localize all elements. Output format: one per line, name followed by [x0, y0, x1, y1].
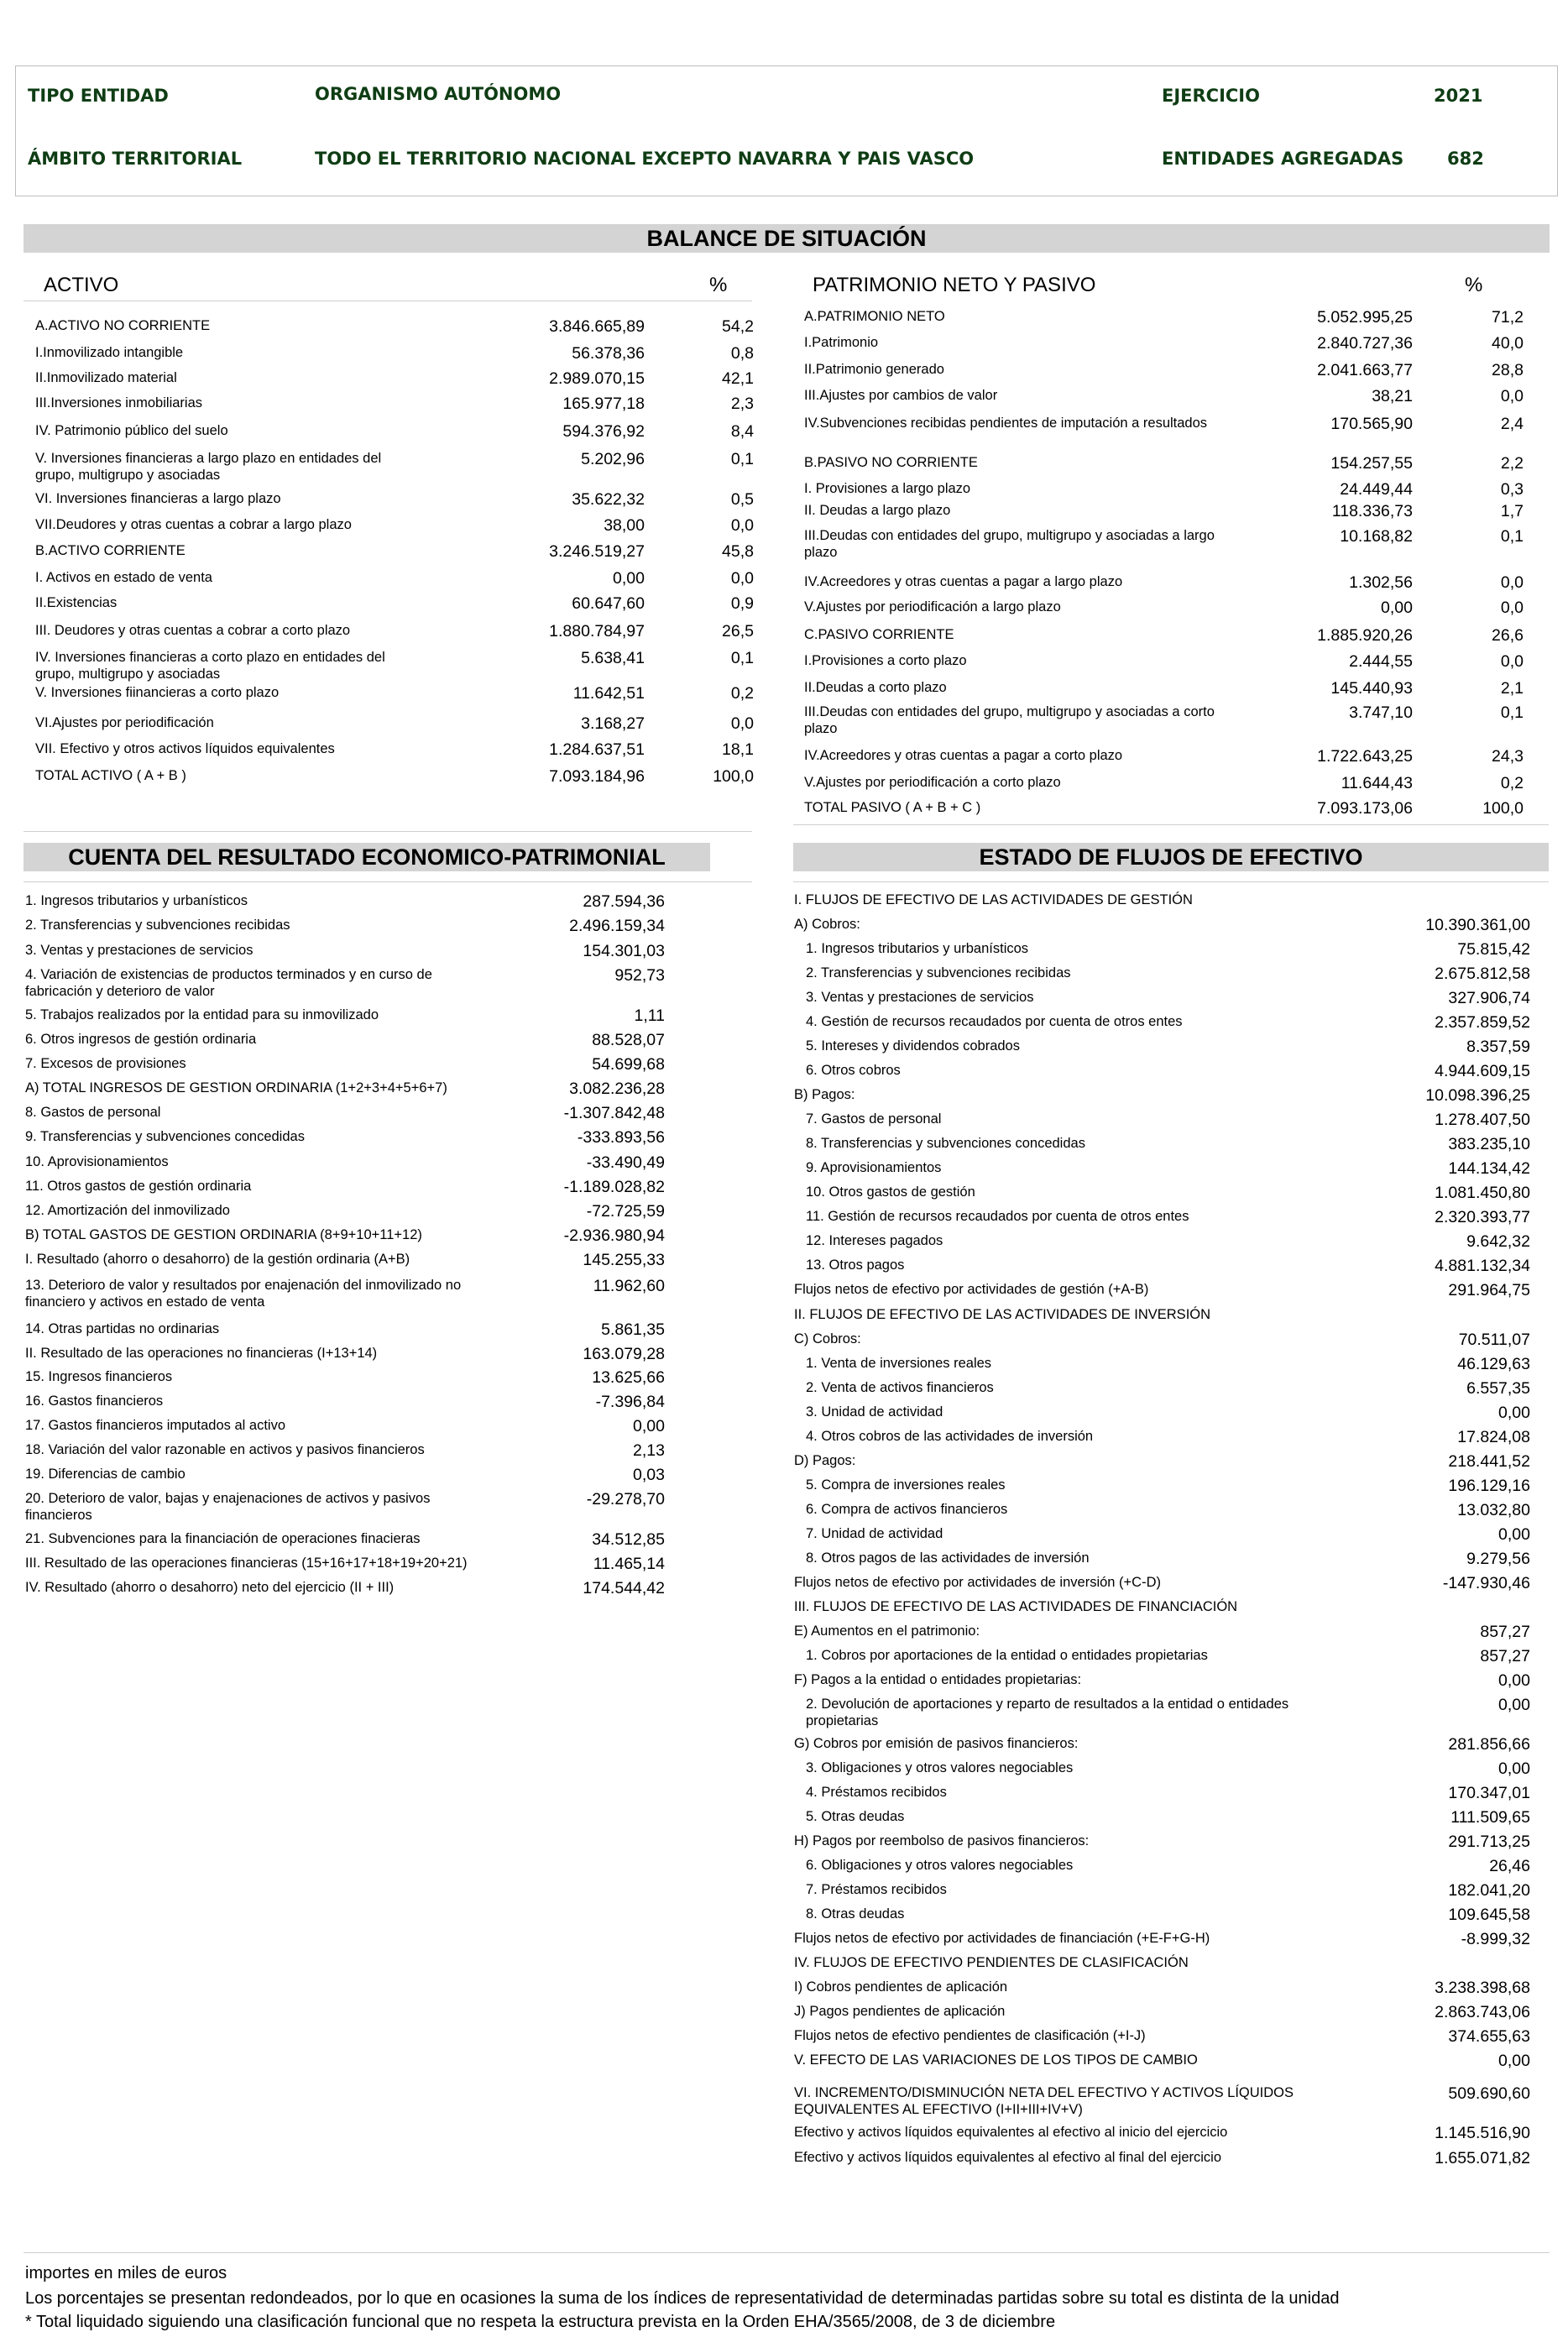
resultado-row-value: 11.465,14 — [593, 1555, 665, 1573]
flujos-row-label: F) Pagos a la entidad o entidades propietarias: — [794, 1672, 1082, 1687]
activo-row-value: 3.246.519,27 — [549, 542, 645, 561]
flujos-row-label: 5. Compra de inversiones reales — [806, 1477, 1006, 1493]
pasivo-row-label: A.PATRIMONIO NETO — [804, 309, 945, 324]
resultado-row-label: 8. Gastos de personal — [25, 1105, 161, 1120]
activo-row-label: IV. Inversiones financieras a corto plazo en entidades del grupo, multigrupo y asociadas — [35, 650, 385, 682]
flujos-row-label: 12. Intereses pagados — [806, 1233, 943, 1248]
flujos-row-value: 2.357.859,52 — [1435, 1013, 1530, 1032]
activo-heading: ACTIVO — [44, 274, 119, 296]
flujos-row-value: -8.999,32 — [1461, 1930, 1530, 1948]
flujos-row-value: 111.509,65 — [1450, 1808, 1530, 1827]
pasivo-row-pct: 100,0 — [1482, 799, 1524, 818]
flujos-row-value: 4.944.609,15 — [1435, 1062, 1530, 1080]
activo-row-value: 7.093.184,96 — [549, 767, 645, 786]
pasivo-row-label: II.Patrimonio generado — [804, 362, 944, 377]
resultado-row-value: 1,11 — [634, 1007, 665, 1025]
flujos-row-label: II. FLUJOS DE EFECTIVO DE LAS ACTIVIDADES DE INVERSIÓN — [794, 1307, 1211, 1322]
activo-row-pct: 8,4 — [730, 422, 754, 441]
flujos-row-label: 11. Gestión de recursos recaudados por cuenta de otros entes — [806, 1209, 1189, 1224]
pasivo-row-pct: 0,1 — [1500, 703, 1524, 722]
pasivo-row-label: IV.Subvenciones recibidas pendientes de imputación a resultados — [804, 416, 1208, 431]
flujos-row-value: 857,27 — [1480, 1647, 1530, 1665]
activo-row-label: V. Inversiones financieras a largo plazo en entidades del grupo, multigrupo y asociadas — [35, 451, 382, 483]
resultado-row-label: 12. Amortización del inmovilizado — [25, 1203, 230, 1218]
flujos-row-label: 4. Otros cobros de las actividades de inversión — [806, 1429, 1094, 1444]
flujos-row-label: A) Cobros: — [794, 917, 860, 932]
resultado-row-label: 16. Gastos financieros — [25, 1393, 164, 1409]
flujos-row-value: 70.511,07 — [1458, 1331, 1530, 1349]
pasivo-row-pct: 0,0 — [1500, 599, 1524, 617]
pasivo-row-label: IV.Acreedores y otras cuentas a pagar a corto plazo — [804, 748, 1123, 763]
flujos-row-label: 10. Otros gastos de gestión — [806, 1184, 975, 1200]
activo-row-pct: 0,0 — [730, 516, 754, 535]
pasivo-row-value: 11.644,43 — [1341, 774, 1413, 792]
flujos-row-value: 6.557,35 — [1466, 1379, 1530, 1398]
resultado-row-label: A) TOTAL INGRESOS DE GESTION ORDINARIA (1+2+3+4+5+6+7) — [25, 1080, 447, 1095]
flujos-row-value: 9.279,56 — [1466, 1550, 1530, 1568]
activo-pct-heading: % — [709, 274, 728, 296]
tipo-entidad-value: ORGANISMO AUTÓNOMO — [315, 84, 562, 104]
flujos-row-label: 5. Otras deudas — [806, 1809, 905, 1824]
flujos-row-value: 144.134,42 — [1448, 1159, 1530, 1178]
pasivo-row-pct: 0,0 — [1500, 573, 1524, 592]
pasivo-row-value: 170.565,90 — [1330, 415, 1413, 433]
resultado-row-label: 19. Diferencias de cambio — [25, 1467, 186, 1482]
resultado-row-label: 7. Excesos de provisiones — [25, 1056, 186, 1071]
ejercicio-value: 2021 — [1434, 86, 1483, 106]
pasivo-row-value: 118.336,73 — [1331, 502, 1413, 520]
activo-row-pct: 42,1 — [722, 369, 754, 388]
flujos-row-value: 0,00 — [1498, 1759, 1530, 1778]
flujos-row-value: 9.642,32 — [1466, 1232, 1530, 1251]
activo-row-pct: 45,8 — [722, 542, 754, 561]
resultado-row-value: -72.725,59 — [586, 1202, 665, 1221]
pasivo-row-value: 24.449,44 — [1340, 480, 1413, 499]
entidades-value: 682 — [1447, 149, 1484, 169]
resultado-row-value: 0,03 — [633, 1466, 665, 1484]
activo-row-value: 1.284.637,51 — [549, 740, 645, 759]
resultado-row-value: 163.079,28 — [583, 1345, 665, 1363]
resultado-row-value: 287.594,36 — [583, 892, 665, 911]
pasivo-row-value: 0,00 — [1381, 599, 1413, 617]
entidades-label: ENTIDADES AGREGADAS — [1162, 149, 1404, 169]
pasivo-row-label: I. Provisiones a largo plazo — [804, 481, 971, 496]
tipo-entidad-label: TIPO ENTIDAD — [28, 86, 169, 106]
resultado-row-value: 174.544,42 — [583, 1579, 665, 1597]
activo-row-pct: 0,2 — [730, 684, 754, 703]
flujos-row-value: 1.081.450,80 — [1435, 1184, 1530, 1202]
ambito-value: TODO EL TERRITORIO NACIONAL EXCEPTO NAVARRA Y PAIS VASCO — [315, 149, 975, 169]
flujos-row-label: 6. Compra de activos financieros — [806, 1502, 1008, 1517]
resultado-row-label: I. Resultado (ahorro o desahorro) de la gestión ordinaria (A+B) — [25, 1252, 410, 1267]
flujos-row-label: 4. Préstamos recibidos — [806, 1785, 947, 1800]
pasivo-row-value: 145.440,93 — [1330, 679, 1413, 698]
pasivo-row-value: 38,21 — [1372, 387, 1413, 405]
flujos-row-value: 4.881.132,34 — [1435, 1257, 1530, 1275]
resultado-row-label: 5. Trabajos realizados por la entidad para su inmovilizado — [25, 1007, 379, 1022]
flujos-row-label: III. FLUJOS DE EFECTIVO DE LAS ACTIVIDADES DE FINANCIACIÓN — [794, 1599, 1238, 1614]
flujos-row-value: 0,00 — [1498, 1696, 1530, 1714]
flujos-row-label: Flujos netos de efectivo por actividades de gestión (+A-B) — [794, 1282, 1149, 1297]
resultado-row-value: 2.496.159,34 — [569, 917, 665, 935]
flujos-row-value: 291.964,75 — [1448, 1281, 1530, 1299]
resultado-row-value: 11.962,60 — [593, 1277, 665, 1295]
pasivo-row-value: 1.722.643,25 — [1317, 747, 1413, 766]
activo-row-value: 56.378,36 — [572, 344, 645, 363]
pasivo-row-label: III.Deudas con entidades del grupo, multigrupo y asociadas a largo plazo — [804, 528, 1215, 560]
resultado-row-value: 2,13 — [633, 1441, 665, 1460]
resultado-row-label: 10. Aprovisionamientos — [25, 1154, 169, 1169]
activo-row-label: TOTAL ACTIVO ( A + B ) — [35, 768, 186, 783]
flujos-row-value: 10.390.361,00 — [1425, 916, 1530, 934]
flujos-row-value: 46.129,63 — [1457, 1355, 1530, 1373]
pasivo-row-value: 2.444,55 — [1349, 652, 1413, 671]
flujos-row-value: 26,46 — [1489, 1857, 1530, 1875]
activo-row-value: 3.846.665,89 — [549, 317, 645, 336]
footer-note-classification: * Total liquidado siguiendo una clasificación funcional que no respeta la estructura prevista en la Orden EHA/3565/2008, de 3 de diciembre — [25, 2313, 1056, 2331]
flujos-title: ESTADO DE FLUJOS DE EFECTIVO — [793, 843, 1549, 871]
activo-row-value: 165.977,18 — [562, 395, 645, 413]
resultado-row-label: 21. Subvenciones para la financiación de operaciones finacieras — [25, 1531, 421, 1546]
activo-row-label: VII.Deudores y otras cuentas a cobrar a largo plazo — [35, 517, 352, 532]
activo-row-pct: 0,8 — [730, 344, 754, 363]
resultado-row-value: 952,73 — [614, 966, 665, 985]
pasivo-row-pct: 1,7 — [1500, 502, 1524, 520]
activo-row-label: VII. Efectivo y otros activos líquidos equivalentes — [35, 741, 335, 756]
resultado-title: CUENTA DEL RESULTADO ECONOMICO-PATRIMONIAL — [24, 843, 710, 871]
flujos-row-label: 2. Devolución de aportaciones y reparto de resultados a la entidad o entidades propietarias — [806, 1697, 1289, 1728]
flujos-row-label: Efectivo y activos líquidos equivalentes al efectivo al final del ejercicio — [794, 2150, 1222, 2165]
pasivo-row-label: I.Provisiones a corto plazo — [804, 653, 967, 668]
resultado-row-value: 54.699,68 — [592, 1055, 665, 1074]
flujos-row-value: 17.824,08 — [1457, 1428, 1530, 1446]
pasivo-row-pct: 2,2 — [1500, 454, 1524, 473]
activo-row-label: B.ACTIVO CORRIENTE — [35, 543, 186, 558]
resultado-row-label: 9. Transferencias y subvenciones concedidas — [25, 1129, 305, 1144]
pasivo-pct-heading: % — [1465, 274, 1483, 296]
flujos-row-label: 1. Ingresos tributarios y urbanísticos — [806, 941, 1029, 956]
activo-row-value: 3.168,27 — [581, 714, 645, 733]
activo-row-label: A.ACTIVO NO CORRIENTE — [35, 318, 211, 333]
pasivo-row-value: 5.052.995,25 — [1317, 308, 1413, 327]
resultado-row-label: IV. Resultado (ahorro o desahorro) neto del ejercicio (II + III) — [25, 1580, 395, 1595]
activo-row-label: VI. Inversiones financieras a largo plazo — [35, 491, 281, 506]
footer-note-units: importes en miles de euros — [25, 2264, 227, 2282]
flujos-row-label: 3. Ventas y prestaciones de servicios — [806, 990, 1034, 1005]
flujos-row-value: 75.815,42 — [1457, 940, 1530, 959]
resultado-row-value: -1.307.842,48 — [563, 1104, 665, 1122]
flujos-row-label: 3. Unidad de actividad — [806, 1404, 943, 1420]
resultado-row-value: 5.861,35 — [601, 1320, 665, 1339]
flujos-row-label: D) Pagos: — [794, 1453, 856, 1468]
resultado-row-label: II. Resultado de las operaciones no financieras (I+13+14) — [25, 1346, 378, 1361]
activo-row-pct: 2,3 — [730, 395, 754, 413]
flujos-row-label: 8. Otras deudas — [806, 1906, 905, 1922]
pasivo-row-pct: 24,3 — [1492, 747, 1524, 766]
flujos-row-value: 2.320.393,77 — [1435, 1208, 1530, 1226]
resultado-rule — [24, 881, 752, 882]
resultado-row-value: -2.936.980,94 — [563, 1226, 665, 1245]
activo-row-label: VI.Ajustes por periodificación — [35, 715, 214, 730]
resultado-row-value: 154.301,03 — [583, 942, 665, 960]
flujos-row-label: 6. Obligaciones y otros valores negociables — [806, 1858, 1074, 1873]
pasivo-row-label: TOTAL PASIVO ( A + B + C ) — [804, 800, 981, 815]
activo-row-value: 11.642,51 — [572, 684, 645, 703]
pasivo-row-pct: 0,2 — [1500, 774, 1524, 792]
flujos-row-value: 13.032,80 — [1457, 1501, 1530, 1519]
resultado-row-label: III. Resultado de las operaciones financieras (15+16+17+18+19+20+21) — [25, 1556, 468, 1571]
flujos-row-label: J) Pagos pendientes de aplicación — [794, 2004, 1006, 2019]
flujos-row-label: 7. Préstamos recibidos — [806, 1882, 947, 1897]
flujos-row-value: 509.690,60 — [1448, 2084, 1530, 2103]
flujos-row-value: 1.278.407,50 — [1435, 1111, 1530, 1129]
flujos-row-label: I) Cobros pendientes de aplicación — [794, 1979, 1008, 1995]
activo-row-pct: 54,2 — [722, 317, 754, 336]
activo-row-label: I. Activos en estado de venta — [35, 570, 212, 585]
flujos-row-value: 182.041,20 — [1448, 1881, 1530, 1900]
flujos-row-label: 13. Otros pagos — [806, 1258, 905, 1273]
flujos-row-label: E) Aumentos en el patrimonio: — [794, 1624, 980, 1639]
resultado-row-label: 18. Variación del valor razonable en activos y pasivos financieros — [25, 1442, 425, 1457]
flujos-row-value: 1.655.071,82 — [1435, 2149, 1530, 2167]
flujos-row-label: 8. Transferencias y subvenciones concedidas — [806, 1136, 1085, 1151]
activo-row-value: 38,00 — [604, 516, 645, 535]
activo-row-value: 60.647,60 — [572, 594, 645, 613]
resultado-row-value: -33.490,49 — [586, 1153, 665, 1172]
flujos-row-value: 327.906,74 — [1448, 989, 1530, 1007]
pasivo-row-pct: 0,1 — [1500, 527, 1524, 546]
footer-rule — [24, 2252, 1550, 2253]
flujos-row-label: I. FLUJOS DE EFECTIVO DE LAS ACTIVIDADES DE GESTIÓN — [794, 892, 1193, 907]
flujos-row-label: 1. Cobros por aportaciones de la entidad o entidades propietarias — [806, 1648, 1208, 1663]
resultado-row-value: -333.893,56 — [577, 1128, 665, 1147]
resultado-row-label: 3. Ventas y prestaciones de servicios — [25, 943, 253, 958]
resultado-row-label: 11. Otros gastos de gestión ordinaria — [25, 1179, 252, 1194]
flujos-row-label: C) Cobros: — [794, 1331, 861, 1346]
footer-note-rounding: Los porcentajes se presentan redondeados, por lo que en ocasiones la suma de los índices de representatividad de determinadas partidas sobre su total es distinta de la unidad — [25, 2289, 1340, 2308]
flujos-row-label: 2. Transferencias y subvenciones recibidas — [806, 965, 1071, 980]
flujos-row-value: 291.713,25 — [1448, 1833, 1530, 1851]
flujos-row-value: 8.357,59 — [1466, 1038, 1530, 1056]
pasivo-row-pct: 0,0 — [1500, 652, 1524, 671]
flujos-row-value: 0,00 — [1498, 2052, 1530, 2070]
flujos-row-value: 374.655,63 — [1448, 2027, 1530, 2046]
flujos-row-value: 196.129,16 — [1448, 1477, 1530, 1495]
activo-row-pct: 26,5 — [722, 622, 754, 641]
activo-row-label: II.Inmovilizado material — [35, 370, 177, 385]
pasivo-heading: PATRIMONIO NETO Y PASIVO — [813, 274, 1096, 296]
resultado-row-label: 2. Transferencias y subvenciones recibidas — [25, 918, 290, 933]
activo-row-pct: 0,1 — [730, 649, 754, 667]
pasivo-row-value: 2.041.663,77 — [1317, 361, 1413, 379]
flujos-row-label: H) Pagos por reembolso de pasivos financieros: — [794, 1833, 1090, 1848]
flujos-row-label: Efectivo y activos líquidos equivalentes al efectivo al inicio del ejercicio — [794, 2125, 1228, 2140]
activo-row-value: 0,00 — [613, 569, 645, 588]
pasivo-row-pct: 26,6 — [1492, 626, 1524, 645]
resultado-row-label: 4. Variación de existencias de productos terminados y en curso de fabricación y deterioro de valor — [25, 967, 432, 999]
flujos-row-value: 1.145.516,90 — [1435, 2124, 1530, 2142]
activo-row-label: I.Inmovilizado intangible — [35, 345, 184, 360]
pasivo-row-label: IV.Acreedores y otras cuentas a pagar a largo plazo — [804, 574, 1123, 589]
pasivo-row-value: 2.840.727,36 — [1317, 334, 1413, 353]
pasivo-row-value: 1.302,56 — [1349, 573, 1413, 592]
balance-right-bottom-rule — [793, 824, 1549, 825]
balance-left-bottom-rule — [24, 831, 752, 832]
pasivo-row-value: 154.257,55 — [1330, 454, 1413, 473]
pasivo-row-pct: 2,4 — [1500, 415, 1524, 433]
flujos-row-value: 10.098.396,25 — [1425, 1086, 1530, 1105]
flujos-row-value: 857,27 — [1480, 1623, 1530, 1641]
resultado-row-value: 34.512,85 — [592, 1530, 665, 1549]
flujos-row-label: B) Pagos: — [794, 1087, 855, 1102]
resultado-row-value: -7.396,84 — [595, 1393, 665, 1411]
flujos-row-value: 0,00 — [1498, 1525, 1530, 1544]
flujos-row-value: 2.863.743,06 — [1435, 2003, 1530, 2021]
pasivo-row-value: 10.168,82 — [1340, 527, 1413, 546]
pasivo-row-value: 1.885.920,26 — [1317, 626, 1413, 645]
pasivo-row-label: B.PASIVO NO CORRIENTE — [804, 455, 978, 470]
activo-row-label: IV. Patrimonio público del suelo — [35, 423, 228, 438]
ejercicio-label: EJERCICIO — [1162, 86, 1260, 106]
resultado-row-label: 17. Gastos financieros imputados al activo — [25, 1418, 285, 1433]
resultado-row-label: B) TOTAL GASTOS DE GESTION ORDINARIA (8+9+10+11+12) — [25, 1227, 422, 1242]
flujos-row-label: G) Cobros por emisión de pasivos financieros: — [794, 1736, 1079, 1751]
resultado-row-value: 145.255,33 — [583, 1251, 665, 1269]
flujos-row-value: 2.675.812,58 — [1435, 965, 1530, 983]
pasivo-row-pct: 0,3 — [1500, 480, 1524, 499]
activo-row-value: 594.376,92 — [562, 422, 645, 441]
flujos-row-label: 1. Venta de inversiones reales — [806, 1356, 992, 1371]
flujos-row-label: 7. Gastos de personal — [806, 1111, 942, 1127]
pasivo-row-pct: 40,0 — [1492, 334, 1524, 353]
pasivo-row-label: V.Ajustes por periodificación a corto plazo — [804, 775, 1061, 790]
pasivo-row-value: 7.093.173,06 — [1317, 799, 1413, 818]
resultado-row-label: 1. Ingresos tributarios y urbanísticos — [25, 893, 248, 908]
pasivo-row-pct: 2,1 — [1500, 679, 1524, 698]
pasivo-row-value: 3.747,10 — [1349, 703, 1413, 722]
activo-row-label: II.Existencias — [35, 595, 118, 610]
activo-row-pct: 0,0 — [730, 569, 754, 588]
flujos-row-label: Flujos netos de efectivo pendientes de clasificación (+I-J) — [794, 2028, 1146, 2043]
activo-row-pct: 18,1 — [722, 740, 754, 759]
flujos-row-label: 4. Gestión de recursos recaudados por cuenta de otros entes — [806, 1014, 1183, 1029]
activo-row-pct: 100,0 — [713, 767, 754, 786]
flujos-row-label: Flujos netos de efectivo por actividades de financiación (+E-F+G-H) — [794, 1931, 1210, 1946]
activo-row-pct: 0,5 — [730, 490, 754, 509]
activo-row-value: 1.880.784,97 — [549, 622, 645, 641]
activo-row-pct: 0,9 — [730, 594, 754, 613]
resultado-row-label: 20. Deterioro de valor, bajas y enajenaciones de activos y pasivos financieros — [25, 1491, 431, 1523]
resultado-row-label: 15. Ingresos financieros — [25, 1369, 173, 1384]
flujos-row-label: Flujos netos de efectivo por actividades de inversión (+C-D) — [794, 1575, 1162, 1590]
flujos-row-label: 7. Unidad de actividad — [806, 1526, 943, 1541]
ambito-label: ÁMBITO TERRITORIAL — [28, 149, 243, 169]
flujos-row-value: 383.235,10 — [1448, 1135, 1530, 1153]
activo-row-pct: 0,1 — [730, 450, 754, 468]
flujos-row-value: 3.238.398,68 — [1435, 1979, 1530, 1997]
resultado-row-value: 13.625,66 — [592, 1368, 665, 1387]
activo-row-label: III. Deudores y otras cuentas a cobrar a corto plazo — [35, 623, 351, 638]
pasivo-row-label: II. Deudas a largo plazo — [804, 503, 951, 518]
flujos-row-label: IV. FLUJOS DE EFECTIVO PENDIENTES DE CLASIFICACIÓN — [794, 1955, 1189, 1970]
resultado-row-value: 3.082.236,28 — [569, 1080, 665, 1098]
flujos-row-value: 281.856,66 — [1448, 1735, 1530, 1754]
flujos-row-label: 8. Otros pagos de las actividades de inversión — [806, 1550, 1090, 1566]
flujos-row-label: 6. Otros cobros — [806, 1063, 901, 1078]
pasivo-row-label: V.Ajustes por periodificación a largo plazo — [804, 599, 1061, 614]
resultado-row-label: 13. Deterioro de valor y resultados por enajenación del inmovilizado no financiero y activos en estado de venta — [25, 1278, 462, 1310]
pasivo-row-pct: 0,0 — [1500, 387, 1524, 405]
pasivo-row-label: III.Deudas con entidades del grupo, multigrupo y asociadas a corto plazo — [804, 704, 1215, 736]
flujos-row-label: 5. Intereses y dividendos cobrados — [806, 1038, 1020, 1054]
resultado-row-value: 88.528,07 — [592, 1031, 665, 1049]
flujos-row-value: 0,00 — [1498, 1671, 1530, 1690]
flujos-row-label: VI. INCREMENTO/DISMINUCIÓN NETA DEL EFECTIVO Y ACTIVOS LÍQUIDOS EQUIVALENTES AL EFECTIVO (I+II+III+IV+V) — [794, 2085, 1294, 2117]
activo-row-value: 5.202,96 — [581, 450, 645, 468]
flujos-row-value: 0,00 — [1498, 1404, 1530, 1422]
pasivo-row-label: I.Patrimonio — [804, 335, 879, 350]
activo-row-pct: 0,0 — [730, 714, 754, 733]
pasivo-row-label: C.PASIVO CORRIENTE — [804, 627, 954, 642]
pasivo-row-pct: 28,8 — [1492, 361, 1524, 379]
resultado-row-value: -29.278,70 — [586, 1490, 665, 1508]
flujos-row-label: 3. Obligaciones y otros valores negociables — [806, 1760, 1074, 1775]
flujos-row-value: -147.930,46 — [1442, 1574, 1530, 1592]
flujos-row-label: 2. Venta de activos financieros — [806, 1380, 994, 1395]
activo-row-label: III.Inversiones inmobiliarias — [35, 395, 202, 410]
resultado-row-value: -1.189.028,82 — [563, 1178, 665, 1196]
pasivo-row-label: II.Deudas a corto plazo — [804, 680, 947, 695]
flujos-row-label: 9. Aprovisionamientos — [806, 1160, 942, 1175]
resultado-row-label: 14. Otras partidas no ordinarias — [25, 1321, 220, 1336]
flujos-rule — [793, 881, 1549, 882]
flujos-row-value: 170.347,01 — [1448, 1784, 1530, 1802]
flujos-row-label: V. EFECTO DE LAS VARIACIONES DE LOS TIPOS DE CAMBIO — [794, 2052, 1198, 2068]
balance-title: BALANCE DE SITUACIÓN — [24, 224, 1550, 253]
activo-row-value: 5.638,41 — [581, 649, 645, 667]
activo-row-value: 2.989.070,15 — [549, 369, 645, 388]
flujos-row-value: 218.441,52 — [1448, 1452, 1530, 1471]
resultado-row-value: 0,00 — [633, 1417, 665, 1435]
header-box — [15, 65, 1558, 196]
resultado-row-label: 6. Otros ingresos de gestión ordinaria — [25, 1032, 257, 1047]
pasivo-row-label: III.Ajustes por cambios de valor — [804, 388, 998, 403]
flujos-row-value: 109.645,58 — [1448, 1906, 1530, 1924]
activo-row-label: V. Inversiones fiinancieras a corto plazo — [35, 685, 280, 700]
pasivo-row-pct: 71,2 — [1492, 308, 1524, 327]
activo-row-value: 35.622,32 — [572, 490, 645, 509]
